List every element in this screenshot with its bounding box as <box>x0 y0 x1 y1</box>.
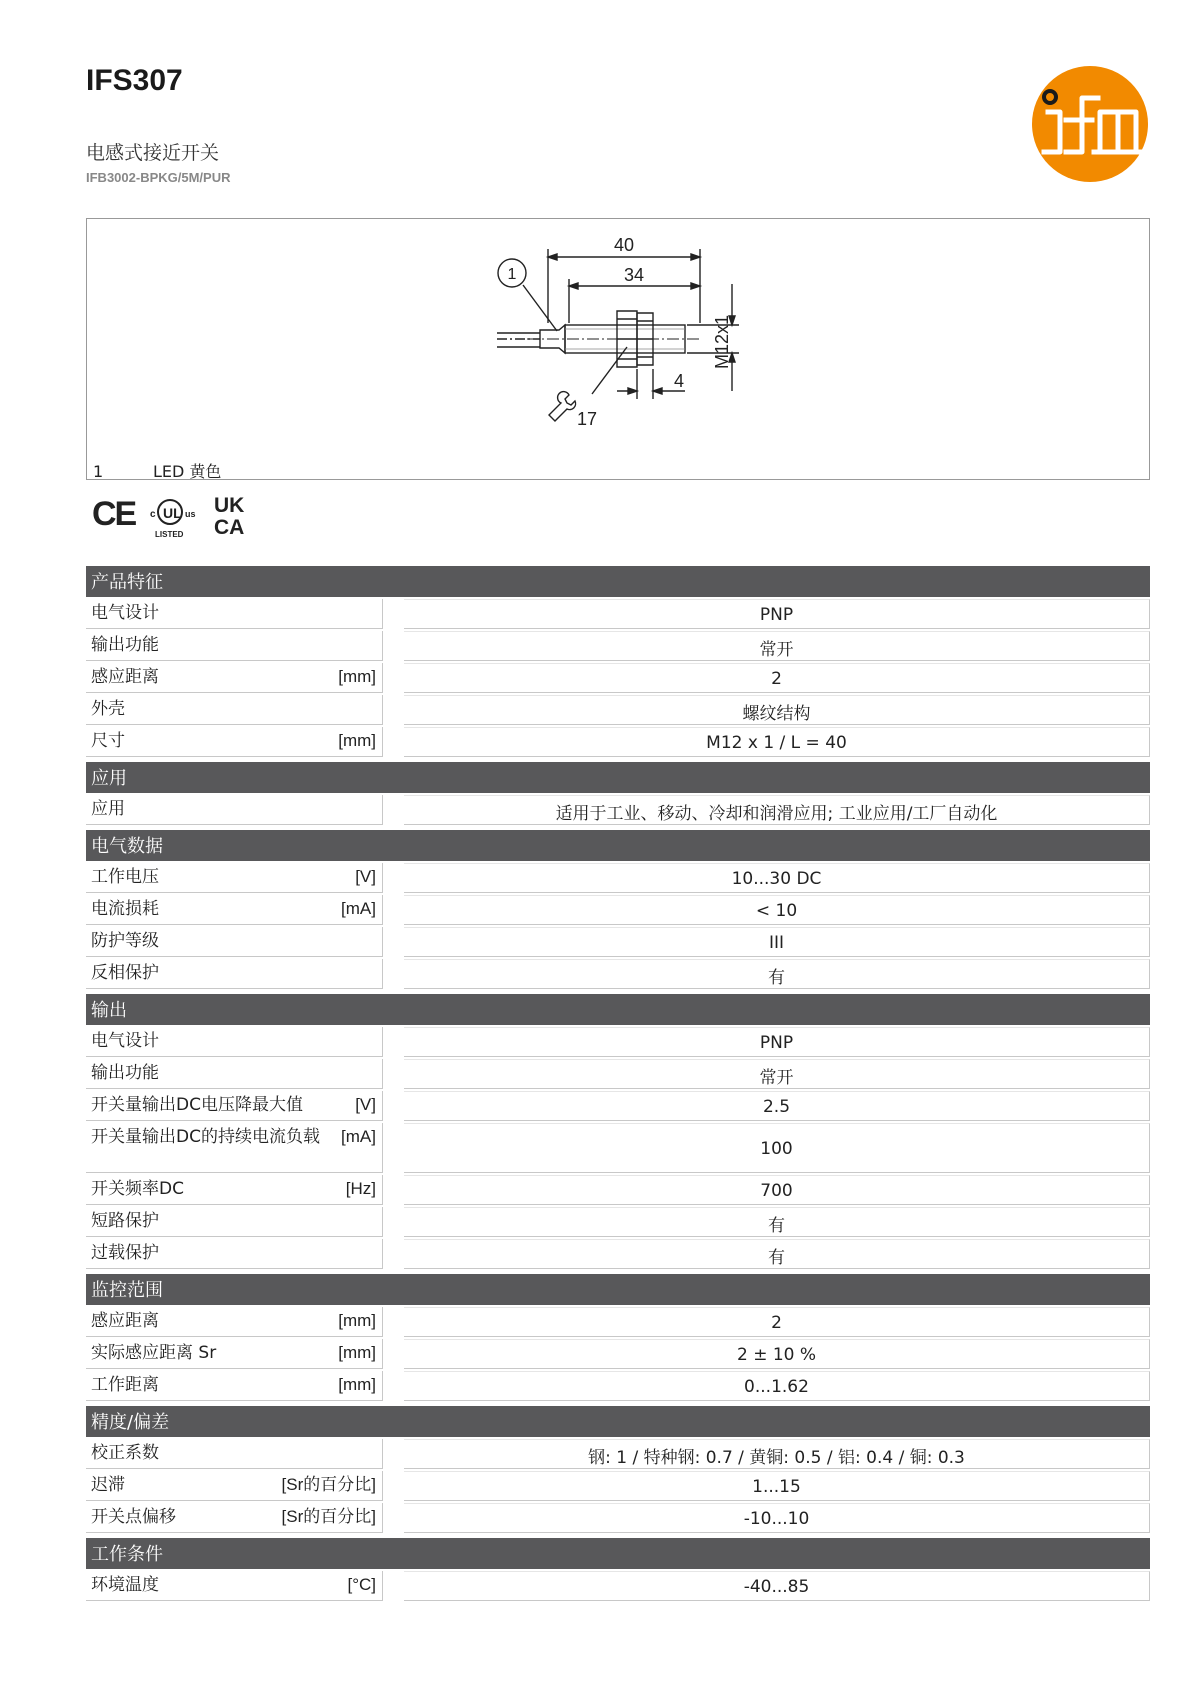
spec-label: 外壳 <box>91 699 125 719</box>
spec-label: 环境温度 <box>91 1575 159 1595</box>
dimension-drawing-svg <box>87 219 1151 481</box>
callout-number: 1 <box>507 266 517 283</box>
spec-label: 电气设计 <box>91 1031 159 1051</box>
spec-value: < 10 <box>404 895 1150 925</box>
spec-value: 螺纹结构 <box>404 695 1150 725</box>
dim-nut-label: 4 <box>673 371 685 391</box>
spec-label-cell <box>86 863 383 893</box>
spec-label: 电流损耗 <box>91 899 159 919</box>
spec-label: 工作电压 <box>91 867 159 887</box>
spec-value: -40...85 <box>404 1571 1150 1601</box>
spec-row <box>86 1027 1150 1057</box>
spec-label-cell <box>86 1439 383 1469</box>
spec-row <box>86 895 1150 925</box>
specification-table <box>86 566 1150 1601</box>
spec-unit: [mm] <box>338 731 376 750</box>
spec-label: 迟滞 <box>91 1475 125 1495</box>
spec-label-cell <box>86 1339 383 1369</box>
dim-wrench-label: 17 <box>577 409 598 429</box>
spec-row <box>86 1471 1150 1501</box>
ukca-bottom: CA <box>214 516 245 539</box>
spec-value: 有 <box>404 959 1150 989</box>
ul-label: UL <box>163 505 182 521</box>
spec-label: 输出功能 <box>91 1063 159 1083</box>
section-header: 应用 <box>86 762 1150 793</box>
spec-row <box>86 631 1150 661</box>
spec-value: 有 <box>404 1207 1150 1237</box>
spec-label: 输出功能 <box>91 635 159 655</box>
spec-label-cell <box>86 959 383 989</box>
section-header: 输出 <box>86 994 1150 1025</box>
section-header: 监控范围 <box>86 1274 1150 1305</box>
spec-label: 尺寸 <box>91 731 125 751</box>
spec-row <box>86 1371 1150 1401</box>
spec-value: 常开 <box>404 1059 1150 1089</box>
dim-thread-label: M12x1 <box>712 314 732 369</box>
article-code: IFB3002-BPKG/5M/PUR <box>86 170 231 185</box>
spec-label-cell <box>86 1207 383 1237</box>
product-title: IFS307 <box>86 64 183 97</box>
spec-label-cell <box>86 1571 383 1601</box>
spec-label: 开关量输出DC电压降最大值 <box>91 1095 303 1115</box>
spec-row <box>86 1307 1150 1337</box>
dimension-drawing <box>86 218 1150 480</box>
dim-thread-length-label: 34 <box>623 265 645 285</box>
spec-label: 校正系数 <box>91 1443 159 1463</box>
spec-unit: [mm] <box>338 1375 376 1394</box>
spec-value: 2 <box>404 663 1150 693</box>
spec-label-cell <box>86 895 383 925</box>
spec-value: M12 x 1 / L = 40 <box>404 727 1150 757</box>
spec-row <box>86 1091 1150 1121</box>
section-header: 电气数据 <box>86 830 1150 861</box>
spec-label-cell <box>86 1371 383 1401</box>
spec-label-cell <box>86 1307 383 1337</box>
spec-unit: [Hz] <box>345 1179 376 1198</box>
spec-label-cell <box>86 1471 383 1501</box>
spec-unit: [mm] <box>338 1343 376 1362</box>
spec-value: 700 <box>404 1175 1150 1205</box>
spec-label-cell <box>86 1239 383 1269</box>
spec-label-cell <box>86 695 383 725</box>
spec-value: PNP <box>404 1027 1150 1057</box>
spec-unit: [V] <box>355 867 376 886</box>
ifm-logo <box>1030 64 1150 184</box>
spec-label-cell <box>86 927 383 957</box>
spec-label: 实际感应距离 Sr <box>91 1343 217 1363</box>
ul-listed-label: LISTED <box>155 530 184 539</box>
spec-value: 适用于工业、移动、冷却和润滑应用; 工业应用/工厂自动化 <box>404 795 1150 825</box>
spec-value: 10...30 DC <box>404 863 1150 893</box>
spec-value: 有 <box>404 1239 1150 1269</box>
spec-value: 钢: 1 / 特种钢: 0.7 / 黄铜: 0.5 / 铝: 0.4 / 铜: 0.3 <box>404 1439 1150 1469</box>
spec-label: 短路保护 <box>91 1211 159 1231</box>
spec-label: 工作距离 <box>91 1375 159 1395</box>
spec-row <box>86 1175 1150 1205</box>
spec-value: 0...1.62 <box>404 1371 1150 1401</box>
spec-value: 2 <box>404 1307 1150 1337</box>
spec-label: 开关点偏移 <box>91 1507 176 1527</box>
spec-row <box>86 863 1150 893</box>
spec-label: 感应距离 <box>91 667 159 687</box>
spec-unit: [mA] <box>341 899 376 918</box>
spec-row <box>86 1239 1150 1269</box>
ul-c-label: c <box>150 509 156 520</box>
spec-label: 过载保护 <box>91 1243 159 1263</box>
spec-row <box>86 1339 1150 1369</box>
spec-value: III <box>404 927 1150 957</box>
spec-label: 开关频率DC <box>91 1179 184 1199</box>
spec-label-cell <box>86 599 383 629</box>
spec-row <box>86 959 1150 989</box>
spec-row <box>86 599 1150 629</box>
spec-row <box>86 695 1150 725</box>
spec-unit: [mm] <box>338 667 376 686</box>
section-header: 产品特征 <box>86 566 1150 597</box>
spec-row <box>86 1571 1150 1601</box>
spec-value: PNP <box>404 599 1150 629</box>
spec-row <box>86 1059 1150 1089</box>
spec-label: 开关量输出DC的持续电流负载 <box>91 1127 320 1147</box>
spec-unit: [V] <box>355 1095 376 1114</box>
spec-row <box>86 727 1150 757</box>
spec-row <box>86 1123 1150 1173</box>
spec-label-cell <box>86 795 383 825</box>
spec-value: 2 ± 10 % <box>404 1339 1150 1369</box>
spec-unit: [Sr的百分比] <box>281 1475 376 1494</box>
spec-label: 防护等级 <box>91 931 159 951</box>
spec-label-cell <box>86 1027 383 1057</box>
spec-label-cell <box>86 1123 383 1173</box>
spec-unit: [°C] <box>347 1575 376 1594</box>
dim-length-label: 40 <box>613 235 635 255</box>
spec-label-cell <box>86 631 383 661</box>
ul-us-label: us <box>185 509 196 519</box>
spec-row <box>86 1439 1150 1469</box>
spec-label-cell <box>86 1503 383 1533</box>
certification-marks <box>92 492 262 540</box>
spec-label-cell <box>86 1091 383 1121</box>
spec-row <box>86 663 1150 693</box>
spec-label-cell <box>86 1059 383 1089</box>
spec-label: 感应距离 <box>91 1311 159 1331</box>
spec-row <box>86 1207 1150 1237</box>
spec-value: 1...15 <box>404 1471 1150 1501</box>
spec-label-cell <box>86 1175 383 1205</box>
spec-label-cell <box>86 727 383 757</box>
spec-value: 2.5 <box>404 1091 1150 1121</box>
spec-value: -10...10 <box>404 1503 1150 1533</box>
product-type: 电感式接近开关 <box>86 142 220 164</box>
spec-row <box>86 927 1150 957</box>
spec-label: 应用 <box>91 799 125 819</box>
spec-label: 电气设计 <box>91 603 159 623</box>
legend-text: LED 黄色 <box>153 462 222 481</box>
spec-value: 100 <box>404 1123 1150 1173</box>
ce-mark: CE <box>92 495 136 533</box>
spec-row <box>86 1503 1150 1533</box>
legend-number: 1 <box>93 462 104 481</box>
section-header: 精度/偏差 <box>86 1406 1150 1437</box>
spec-value: 常开 <box>404 631 1150 661</box>
spec-row <box>86 795 1150 825</box>
ukca-top: UK <box>214 494 245 517</box>
spec-unit: [Sr的百分比] <box>281 1507 376 1526</box>
drawing-legend <box>93 459 221 482</box>
spec-unit: [mm] <box>338 1311 376 1330</box>
spec-label: 反相保护 <box>91 963 159 983</box>
spec-label-cell <box>86 663 383 693</box>
section-header: 工作条件 <box>86 1538 1150 1569</box>
spec-unit: [mA] <box>341 1127 376 1146</box>
